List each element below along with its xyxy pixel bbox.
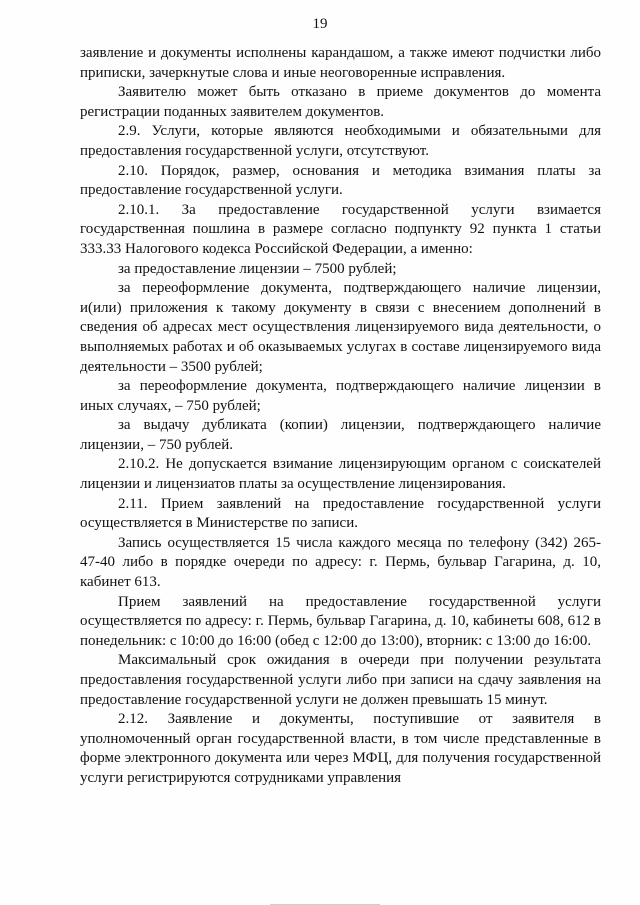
paragraph-2-10-1: 2.10.1. За предоставление государственной услуги взимается государственная пошлина в размере согласно подпункту 92 пункта 1 статьи 333.33 Налогового кодекса Российской Федерации, а именно: xyxy=(80,201,601,257)
paragraph-fee-license: за предоставление лицензии – 7500 рублей; xyxy=(118,260,397,277)
paragraph-continuation: заявление и документы исполнены карандашом, а также имеют подчистки либо приписки, зачеркнутые слова и иные неоговоренные исправления. xyxy=(80,45,601,81)
paragraph-2-11: 2.11. Прием заявлений на предоставление государственной услуги осуществляется в Министерстве по записи. xyxy=(80,495,601,532)
paragraph-appointment: Запись осуществляется 15 числа каждого месяца по телефону (342) 265-47-40 либо в порядке очереди по адресу: г. Пермь, бульвар Гагарина, д. 10, кабинет 613. xyxy=(80,534,601,591)
paragraph-2-10: 2.10. Порядок, размер, основания и методика взимания платы за предоставление государственной услуги. xyxy=(80,162,601,199)
page-number: 19 xyxy=(312,16,328,32)
paragraph-2-12: 2.12. Заявление и документы, поступившие от заявителя в уполномоченный орган государственной власти, в том числе представленные в форме электронного документа или через МФЦ, для получения государственной услуги регистрируются сотрудниками управления xyxy=(80,711,601,786)
paragraph-refusal-note: Заявителю может быть отказано в приеме документов до момента регистрации поданных заявителем документов. xyxy=(80,84,601,120)
paragraph-fee-reissue-other: за переоформление документа, подтверждающего наличие лицензии в иных случаях, – 750 рублей; xyxy=(80,378,601,414)
paragraph-2-9: 2.9. Услуги, которые являются необходимыми и обязательными для предоставления государственной услуги, отсутствуют. xyxy=(80,123,601,159)
body-text xyxy=(80,44,601,789)
paragraph-fee-duplicate: за выдачу дубликата (копии) лицензии, подтверждающего наличие лицензии, – 750 рублей. xyxy=(80,417,601,453)
paragraph-fee-reissue-additions: за переоформление документа, подтверждающего наличие лицензии, и(или) приложения к такому документу в связи с внесением дополнений в сведения об адресах мест осуществления лицензируемого вида деятельности, о выполняемых работах и об оказываемых услугах в составе лицензируемого вида деятельности – 3500 рублей; xyxy=(80,280,601,375)
paragraph-2-10-2: 2.10.2. Не допускается взимание лицензирующим органом с соискателей лицензии и лицензиатов платы за осуществление лицензирования. xyxy=(80,456,601,493)
paragraph-max-wait: Максимальный срок ожидания в очереди при получении результата предоставления государственной услуги либо при записи на сдачу заявления на предоставление государственной услуги не должен превышать 15 минут. xyxy=(80,652,601,708)
paragraph-reception-hours: Прием заявлений на предоставление государственной услуги осуществляется по адресу: г. Пермь, бульвар Гагарина, д. 10, кабинеты 608, 612 в понедельник: с 10:00 до 16:00 (обед с 12:00 до 13:00), вторник: с 13:00 до 16:00. xyxy=(80,593,601,649)
